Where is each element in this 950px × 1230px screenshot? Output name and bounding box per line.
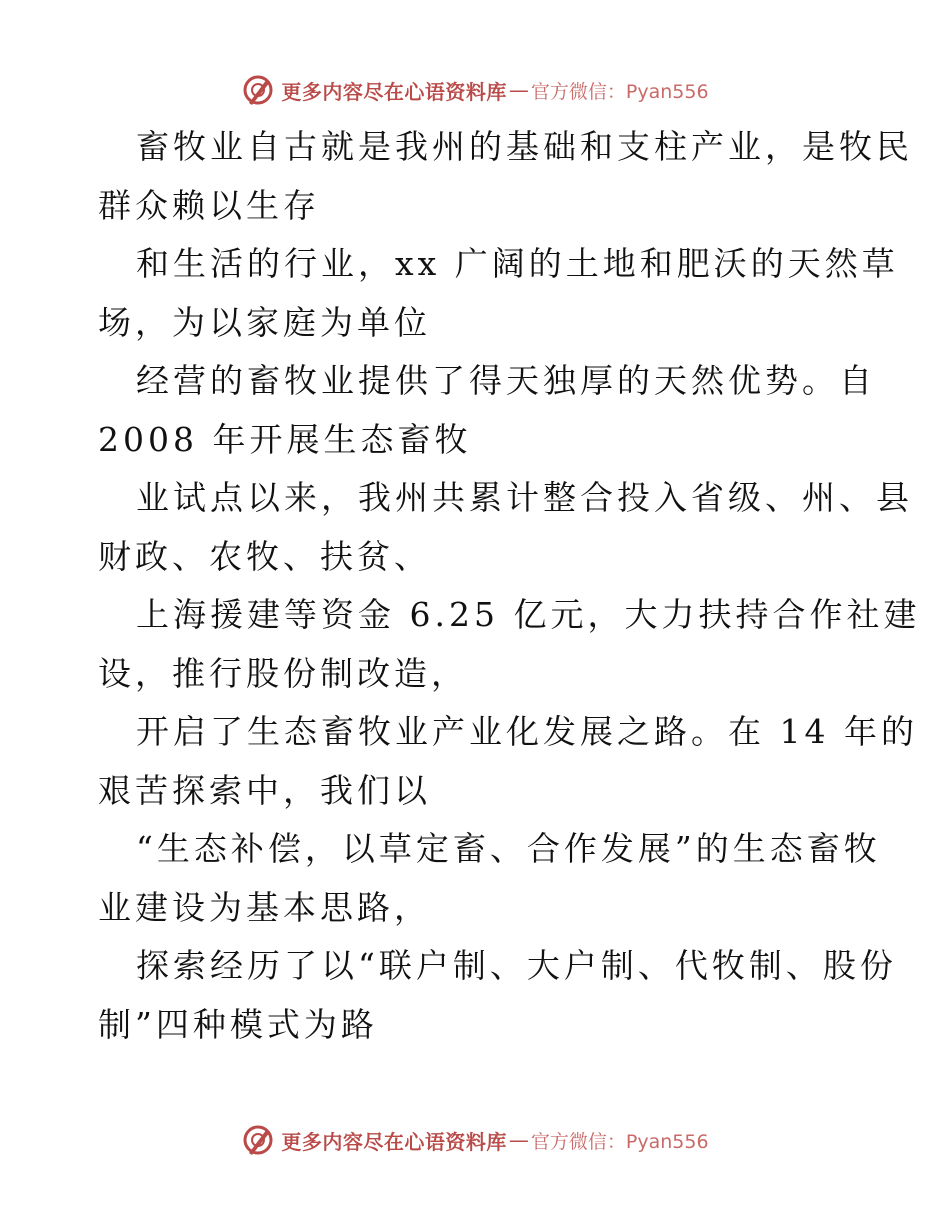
footer-banner-text: 更多内容尽在心语资料库	[281, 1129, 507, 1154]
header-banner-text: 更多内容尽在心语资料库	[281, 79, 507, 104]
text-line: 财政、农牧、扶贫、	[98, 536, 431, 576]
pen-logo-icon	[241, 1123, 275, 1157]
text-line: 和生活的行业，xx 广阔的土地和肥沃的天然草	[136, 244, 899, 283]
document-body	[98, 118, 921, 1054]
text-line: 畜牧业自古就是我州的基础和支柱产业，是牧民	[136, 127, 913, 166]
text-line: “生态补偿，以草定畜、合作发展”的生态畜牧	[136, 829, 881, 868]
text-line: 业试点以来，我州共累计整合投入省级、州、县	[136, 478, 913, 517]
text-line: 探索经历了以“联户制、大户制、代牧制、股份	[136, 946, 897, 985]
text-line: 艰苦探索中，我们以	[98, 770, 431, 810]
text-line: 上海援建等资金 6.25 亿元，大力扶持合作社建	[136, 595, 921, 634]
footer-banner-wechat: 官方微信：Pyan556	[530, 1130, 709, 1153]
text-line: 业建设为基本思路，	[98, 887, 431, 927]
text-line: 制”四种模式为路	[98, 1004, 378, 1044]
text-line: 场，为以家庭为单位	[98, 302, 431, 342]
footer-banner-separator: —	[508, 1128, 529, 1152]
header-watermark-banner	[0, 70, 950, 110]
text-line: 群众赖以生存	[98, 185, 320, 225]
footer-watermark-banner	[0, 1120, 950, 1160]
text-line: 设，推行股份制改造，	[98, 653, 468, 693]
text-line: 经营的畜牧业提供了得天独厚的天然优势。自	[136, 361, 876, 400]
text-line: 开启了生态畜牧业产业化发展之路。在 14 年的	[136, 712, 918, 751]
pen-logo-icon	[241, 73, 275, 107]
text-line: 2008 年开展生态畜牧	[98, 419, 472, 459]
header-banner-separator: —	[508, 78, 529, 102]
header-banner-wechat: 官方微信：Pyan556	[530, 80, 709, 103]
